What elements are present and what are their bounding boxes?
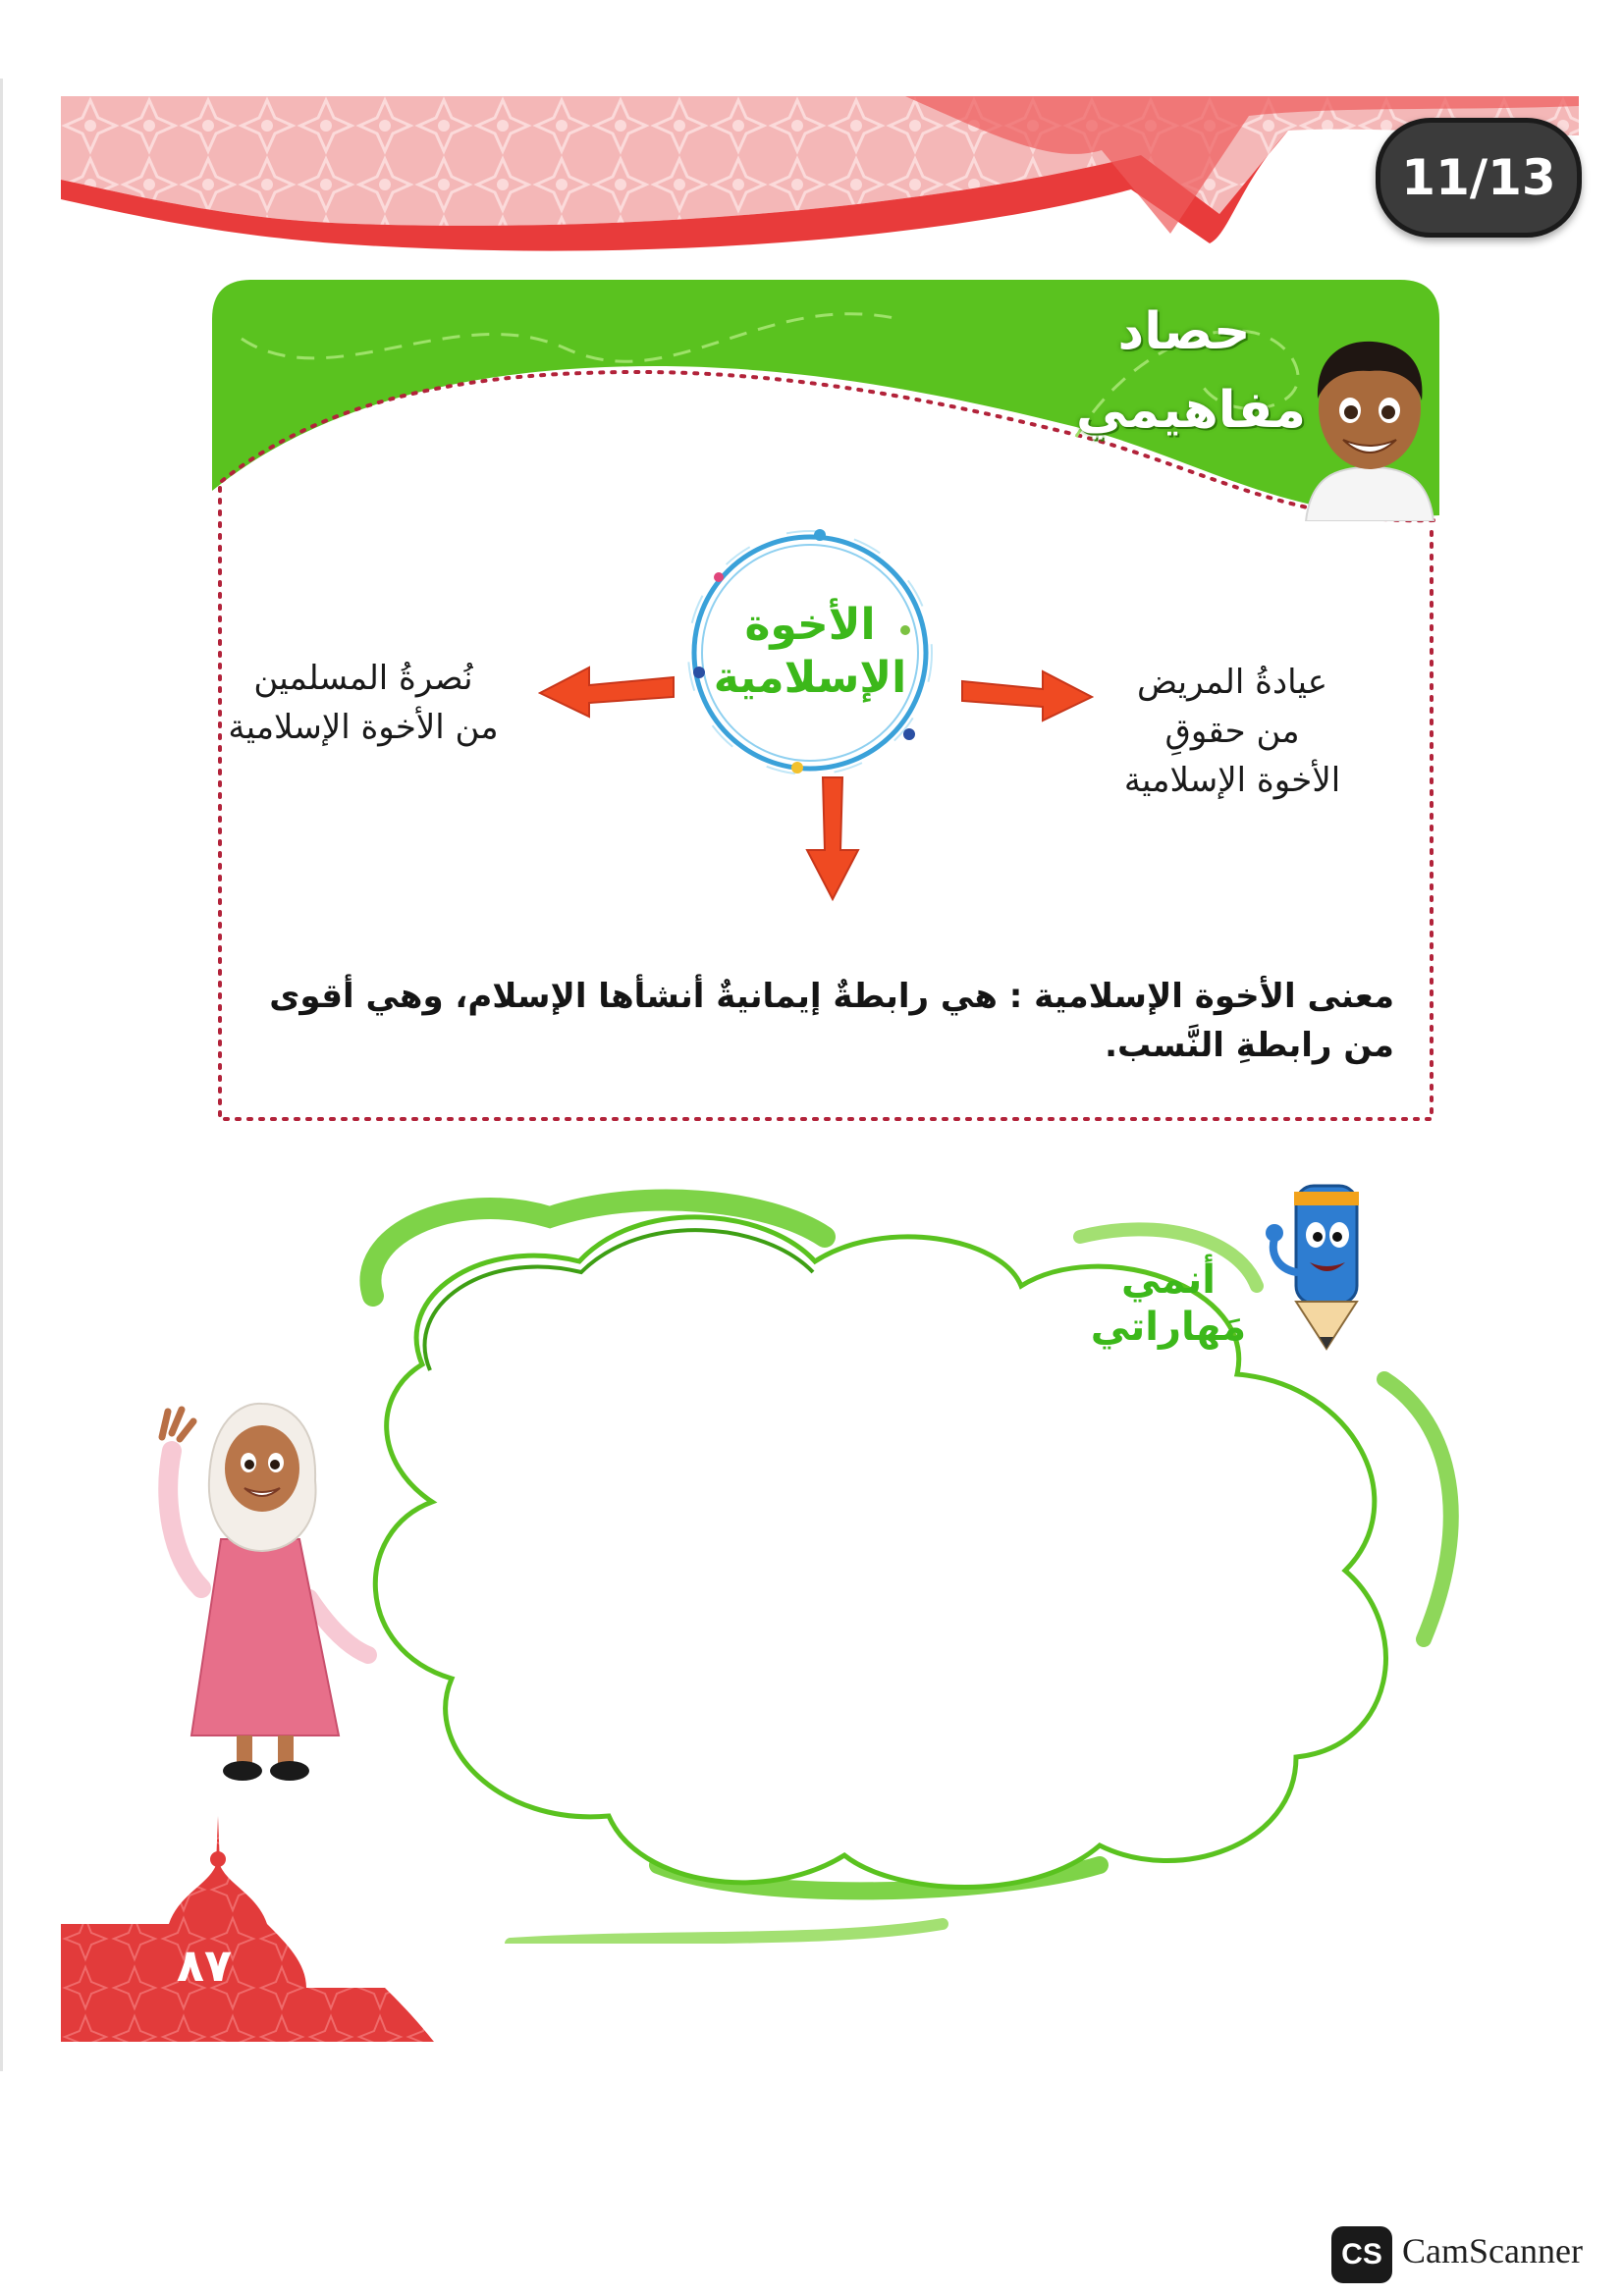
top-decorative-banner	[61, 96, 1579, 253]
center-concept	[687, 599, 933, 705]
page-edge	[0, 79, 3, 2071]
left-concept-line2: من الأخوة الإسلامية	[228, 708, 499, 747]
pencil-mascot	[1257, 1174, 1384, 1351]
girl-figure	[152, 1382, 388, 1785]
camscanner-logo: CS	[1331, 2226, 1392, 2283]
definition-text: معنى الأخوة الإسلامية : هي رابطةٌ إيمانيةٌ أنشأها الإسلام، وهي أقوى من رابطةِ النَّسب.	[269, 977, 1394, 1065]
right-concept-line3: الأخوة الإسلامية	[1123, 761, 1341, 800]
harvest-title-line2: مفاهيمي	[1076, 381, 1306, 440]
skills-title	[1070, 1256, 1267, 1351]
skills-title-line1: أنمي	[1120, 1257, 1216, 1303]
page-number-badge	[61, 1816, 434, 2042]
right-concept	[1090, 658, 1375, 805]
page-counter: 11/13	[1376, 118, 1582, 238]
harvest-title	[1076, 293, 1306, 450]
center-concept-line2: الإسلامية	[713, 653, 907, 703]
camscanner-label: CamScanner	[1402, 2231, 1583, 2270]
left-concept-line1: نُصرةُ المسلمين	[253, 659, 473, 698]
skills-title-line2: مَهاراتي	[1090, 1305, 1247, 1350]
page-number: ٨٧	[176, 1939, 233, 1992]
center-concept-line1: الأخوة	[744, 600, 876, 650]
right-concept-line2: من حقوقِ	[1164, 712, 1300, 751]
harvest-title-line1: حصاد	[1117, 302, 1251, 361]
boy-avatar	[1296, 330, 1443, 521]
left-concept	[196, 654, 530, 752]
arrow-down	[805, 775, 860, 901]
right-concept-line1: عيادةُ المريض	[1136, 663, 1327, 702]
arrow-left	[538, 660, 676, 721]
arrow-right	[960, 666, 1094, 726]
